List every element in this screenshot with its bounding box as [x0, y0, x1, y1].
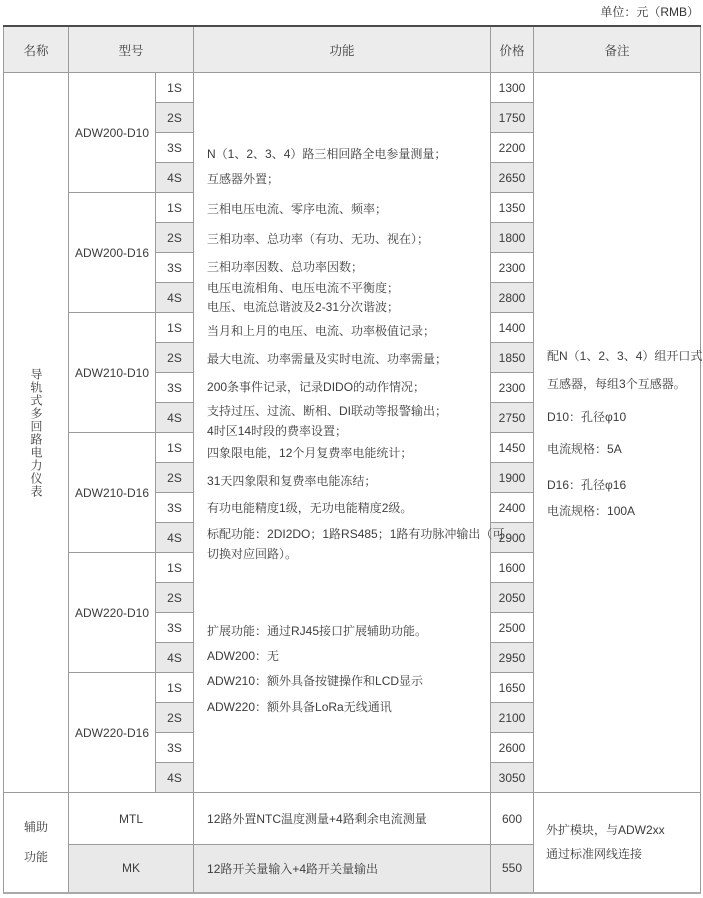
spec-cell: 3S [156, 373, 194, 403]
function-line: ADW200：无 [207, 648, 280, 663]
price-cell: 2600 [491, 733, 534, 763]
spec-cell: 1S [156, 673, 194, 703]
model-cell: ADW220-D16 [69, 673, 156, 793]
price-cell: 600 [491, 793, 534, 845]
price-cell: 2950 [491, 643, 534, 673]
remark-cell [534, 793, 701, 893]
function-line: 电压电流相角、电压电流不平衡度； [207, 280, 400, 295]
model-cell: MTL [69, 793, 194, 845]
price-cell: 550 [491, 845, 534, 893]
spec-cell: 4S [156, 643, 194, 673]
function-line: 支持过压、过流、断相、DI联动等报警输出； [207, 403, 448, 418]
function-line: 三相电压电流、零序电流、频率； [207, 201, 388, 216]
spec-cell: 2S [156, 223, 194, 253]
spec-cell: 4S [156, 523, 194, 553]
function-line: 有功电能精度1级，无功电能精度2级。 [207, 500, 413, 515]
header-remark: 备注 [534, 26, 701, 73]
price-cell: 2400 [491, 493, 534, 523]
spec-cell: 1S [156, 73, 194, 103]
spec-cell: 2S [156, 103, 194, 133]
price-cell: 1800 [491, 223, 534, 253]
price-cell: 2100 [491, 703, 534, 733]
spec-cell: 4S [156, 763, 194, 793]
price-cell: 2750 [491, 403, 534, 433]
remark-line: 配N（1、2、3、4）组开口式 [547, 348, 703, 363]
model-cell: ADW200-D10 [69, 73, 156, 193]
remark-line: D10：孔径φ10 [547, 409, 627, 424]
spec-cell: 3S [156, 493, 194, 523]
function-line: N（1、2、3、4）路三相回路全电参量测量； [207, 146, 447, 161]
remark-line: 电流规格：100A [547, 503, 636, 518]
header-row [4, 26, 701, 73]
remark-line: 电流规格：5A [547, 441, 622, 456]
function-line: 扩展功能：通过RJ45接口扩展辅助功能。 [207, 623, 428, 638]
model-cell: ADW210-D16 [69, 433, 156, 553]
header-function: 功能 [194, 26, 491, 73]
function-line: 切换对应回路）。 [207, 546, 298, 561]
function-cell: 12路外置NTC温度测量+4路剩余电流测量 [194, 793, 491, 845]
aux-category-line: 辅助 [23, 820, 48, 835]
remark-cell [534, 73, 701, 793]
price-cell: 2900 [491, 523, 534, 553]
header-price: 价格 [491, 26, 534, 73]
spec-cell: 1S [156, 433, 194, 463]
header-name: 名称 [4, 26, 69, 73]
function-text [194, 74, 505, 792]
function-line: 31天四象限和复费率电能冻结； [207, 473, 377, 488]
price-cell: 1400 [491, 313, 534, 343]
function-line: ADW220：额外具备LoRa无线通讯 [207, 699, 392, 714]
remark-text [534, 74, 703, 792]
spec-cell: 3S [156, 733, 194, 763]
model-cell: ADW210-D10 [69, 313, 156, 433]
function-line: 互感器外置； [207, 171, 280, 186]
remark-line: D16：孔径φ16 [547, 477, 627, 492]
unit-label: 单位：元（RMB） [600, 5, 699, 19]
pricing-table [3, 25, 701, 894]
spec-cell: 2S [156, 463, 194, 493]
price-cell: 2200 [491, 133, 534, 163]
price-cell: 1650 [491, 673, 534, 703]
spec-cell: 2S [156, 583, 194, 613]
function-cell [194, 73, 505, 793]
function-line: ADW210：额外具备按键操作和LCD显示 [207, 673, 424, 688]
function-line: 当月和上月的电压、电流、功率极值记录； [207, 323, 436, 338]
spec-cell: 1S [156, 313, 194, 343]
category-label: 导轨式多回路电力仪表 [29, 367, 43, 498]
price-cell: 1850 [491, 343, 534, 373]
spec-cell: 1S [156, 193, 194, 223]
model-cell: MK [69, 845, 194, 893]
price-cell: 1600 [491, 553, 534, 583]
price-cell: 2500 [491, 613, 534, 643]
spec-cell: 4S [156, 163, 194, 193]
spec-cell: 3S [156, 613, 194, 643]
header-model: 型号 [69, 26, 194, 73]
model-cell: ADW220-D10 [69, 553, 156, 673]
price-cell: 1750 [491, 103, 534, 133]
spec-cell: 4S [156, 283, 194, 313]
price-cell: 3050 [491, 763, 534, 793]
price-cell: 1450 [491, 433, 534, 463]
aux-category-line: 功能 [23, 850, 48, 865]
price-cell: 2300 [491, 253, 534, 283]
table-row [4, 793, 701, 845]
spec-cell: 2S [156, 343, 194, 373]
table-row [4, 73, 701, 103]
remark-line: 互感器，每组3个互感器。 [547, 376, 686, 391]
spec-cell: 3S [156, 133, 194, 163]
price-cell: 2650 [491, 163, 534, 193]
price-cell: 1350 [491, 193, 534, 223]
function-line: 4时区14时段的费率设置； [207, 423, 348, 438]
spec-cell: 4S [156, 403, 194, 433]
price-cell: 1900 [491, 463, 534, 493]
remark-line: 通过标准网线连接 [546, 847, 643, 862]
remark-line: 外扩模块，与ADW2xx [546, 823, 665, 838]
price-cell: 2300 [491, 373, 534, 403]
model-cell: ADW200-D16 [69, 193, 156, 313]
price-cell: 1300 [491, 73, 534, 103]
function-line: 电压、电流总谐波及2-31分次谐波； [207, 299, 400, 314]
function-line: 四象限电能，12个月复费率电能统计； [207, 445, 413, 460]
function-line: 最大电流、功率需量及实时电流、功率需量； [207, 351, 448, 366]
spec-cell: 2S [156, 703, 194, 733]
price-cell: 2800 [491, 283, 534, 313]
category-cell [4, 73, 69, 793]
function-line: 三相功率、总功率（有功、无功、视在）； [207, 231, 430, 246]
spec-cell: 1S [156, 553, 194, 583]
function-line: 200条事件记录，记录DIDO的动作情况； [207, 379, 426, 394]
function-cell: 12路开关量输入+4路开关量输出 [194, 845, 491, 893]
function-line: 标配功能：2DI2DO；1路RS485；1路有功脉冲输出（可 [207, 526, 505, 541]
function-line: 三相功率因数、总功率因数； [207, 259, 364, 274]
price-cell: 2050 [491, 583, 534, 613]
spec-cell: 3S [156, 253, 194, 283]
aux-category-cell [4, 793, 69, 893]
